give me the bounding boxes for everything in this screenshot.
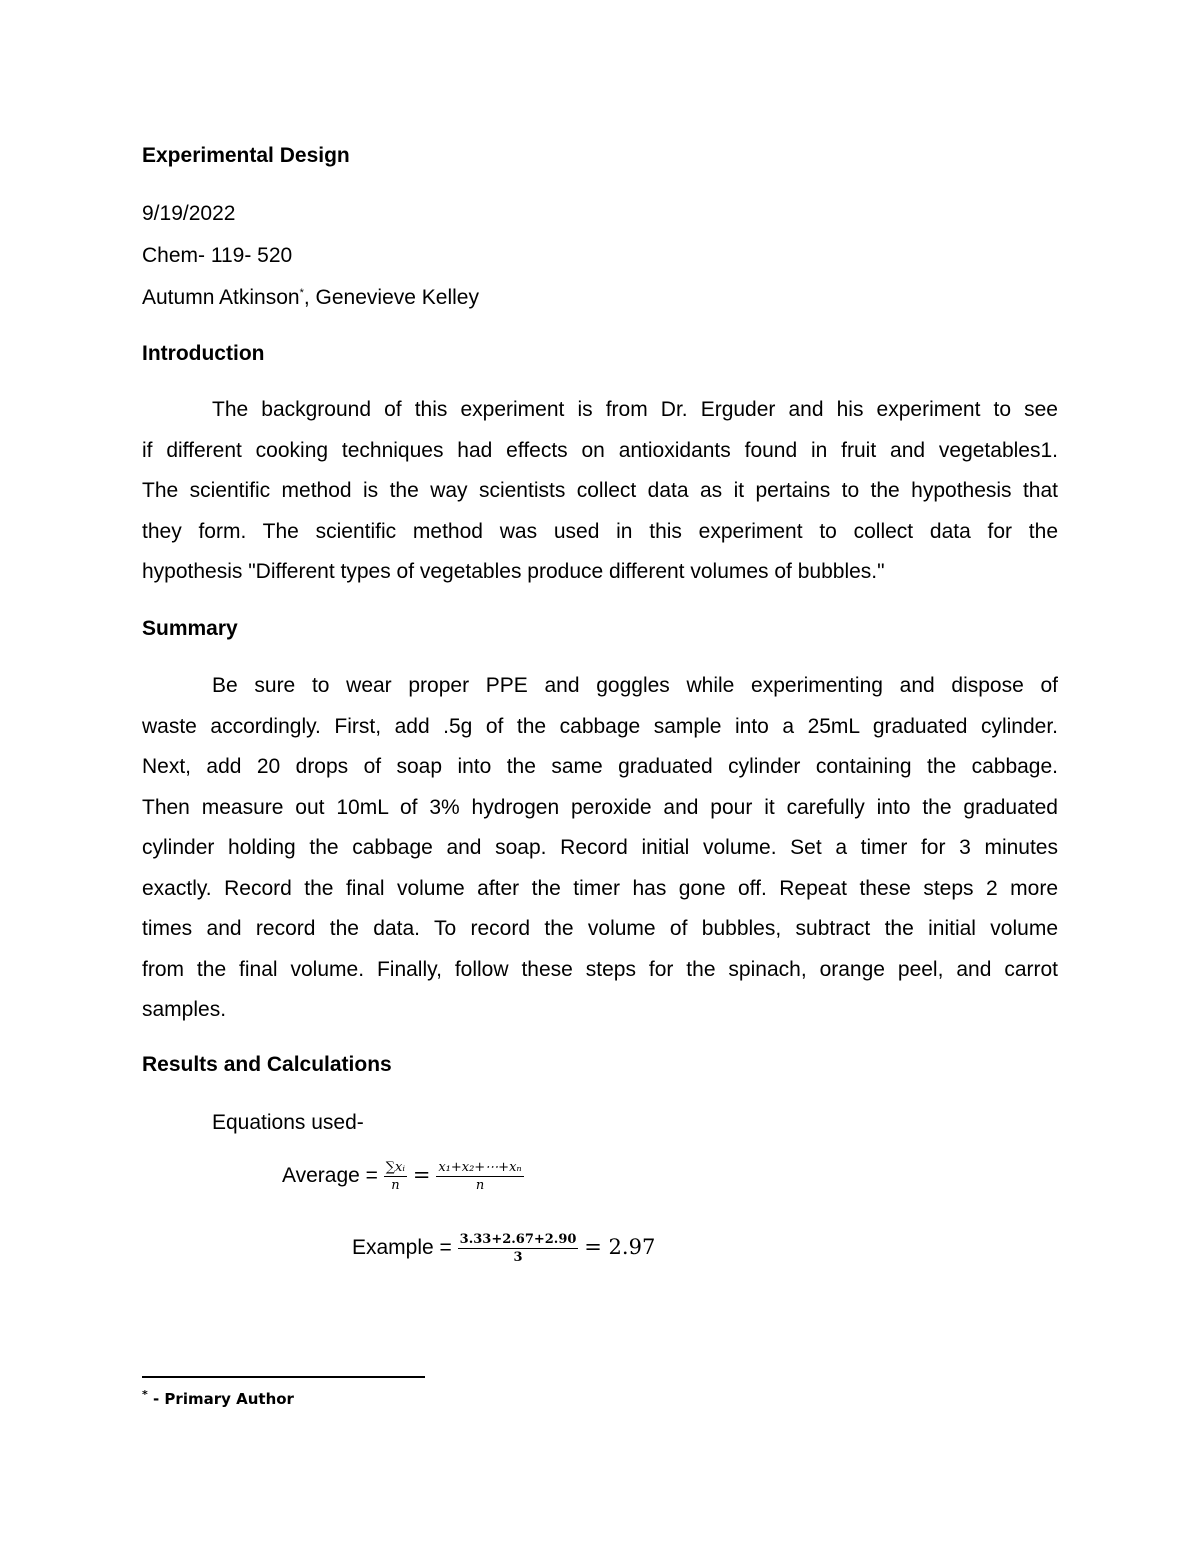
footnote-text: - Primary Author xyxy=(147,1390,294,1408)
footnote-divider xyxy=(142,1376,425,1378)
introduction-line: The background of this experiment is from Dr. Erguder and his experiment to see xyxy=(212,398,1058,421)
introduction-heading: Introduction xyxy=(142,342,265,365)
average-fraction-sum xyxy=(384,1160,407,1193)
introduction-line: they form. The scientific method was used in this experiment to collect data for the xyxy=(142,519,1058,543)
example-label: Example = xyxy=(352,1236,452,1260)
introduction-line: if different cooking techniques had effects on antioxidants found in fruit and vegetables1. xyxy=(142,438,1058,462)
document-date: 9/19/2022 xyxy=(142,202,236,225)
course-code: Chem- 119- 520 xyxy=(142,244,293,267)
author-line xyxy=(142,286,479,310)
average-label: Average = xyxy=(282,1164,378,1188)
average-sum-denominator: n xyxy=(391,1178,400,1193)
average-equals: = xyxy=(412,1163,431,1188)
footnote xyxy=(142,1388,294,1408)
summary-line: cylinder holding the cabbage and soap. Record initial volume. Set a timer for 3 minutes xyxy=(142,836,1058,859)
summary-line: samples. xyxy=(142,998,227,1021)
summary-heading: Summary xyxy=(142,617,238,640)
results-heading: Results and Calculations xyxy=(142,1053,392,1076)
average-expanded-denominator: n xyxy=(475,1178,485,1193)
average-sum-numerator: ∑xᵢ xyxy=(385,1160,406,1175)
summary-line: Then measure out 10mL of 3% hydrogen peroxide and pour it carefully into the graduated xyxy=(142,795,1058,819)
introduction-line: The scientific method is the way scientists collect data as it pertains to the hypothesis that xyxy=(142,479,1058,502)
example-denominator: 3 xyxy=(513,1250,523,1265)
primary-author: Autumn Atkinson xyxy=(142,286,300,309)
footnote-marker: * xyxy=(142,1388,148,1401)
introduction-paragraph xyxy=(142,390,1058,593)
example-numerator: 3.33+2.67+2.90 xyxy=(459,1232,577,1247)
other-authors: , Genevieve Kelley xyxy=(303,286,479,309)
average-equation xyxy=(282,1160,524,1193)
summary-line: waste accordingly. First, add .5g of the cabbage sample into a 25mL graduated cylinder. xyxy=(142,714,1058,738)
summary-line: from the final volume. Finally, follow these steps for the spinach, orange peel, and carrot xyxy=(142,957,1058,981)
summary-line: times and record the data. To record the volume of bubbles, subtract the initial volume xyxy=(142,917,1058,940)
average-expanded-numerator: x₁+x₂+⋯+xₙ xyxy=(438,1160,522,1175)
example-result: = 2.97 xyxy=(584,1235,656,1260)
example-equation xyxy=(352,1232,655,1265)
summary-line: Next, add 20 drops of soap into the same graduated cylinder containing the cabbage. xyxy=(142,755,1058,778)
primary-author-marker: * xyxy=(299,287,304,299)
average-fraction-expanded xyxy=(436,1160,523,1193)
summary-line: Be sure to wear proper PPE and goggles while experimenting and dispose of xyxy=(212,674,1058,697)
summary-line: exactly. Record the final volume after the timer has gone off. Repeat these steps 2 more xyxy=(142,876,1058,900)
equations-label: Equations used- xyxy=(212,1111,364,1134)
example-fraction xyxy=(458,1232,579,1265)
introduction-line: hypothesis "Different types of vegetables produce different volumes of bubbles." xyxy=(142,560,885,583)
document-title: Experimental Design xyxy=(142,144,350,167)
summary-paragraph xyxy=(142,666,1058,1031)
